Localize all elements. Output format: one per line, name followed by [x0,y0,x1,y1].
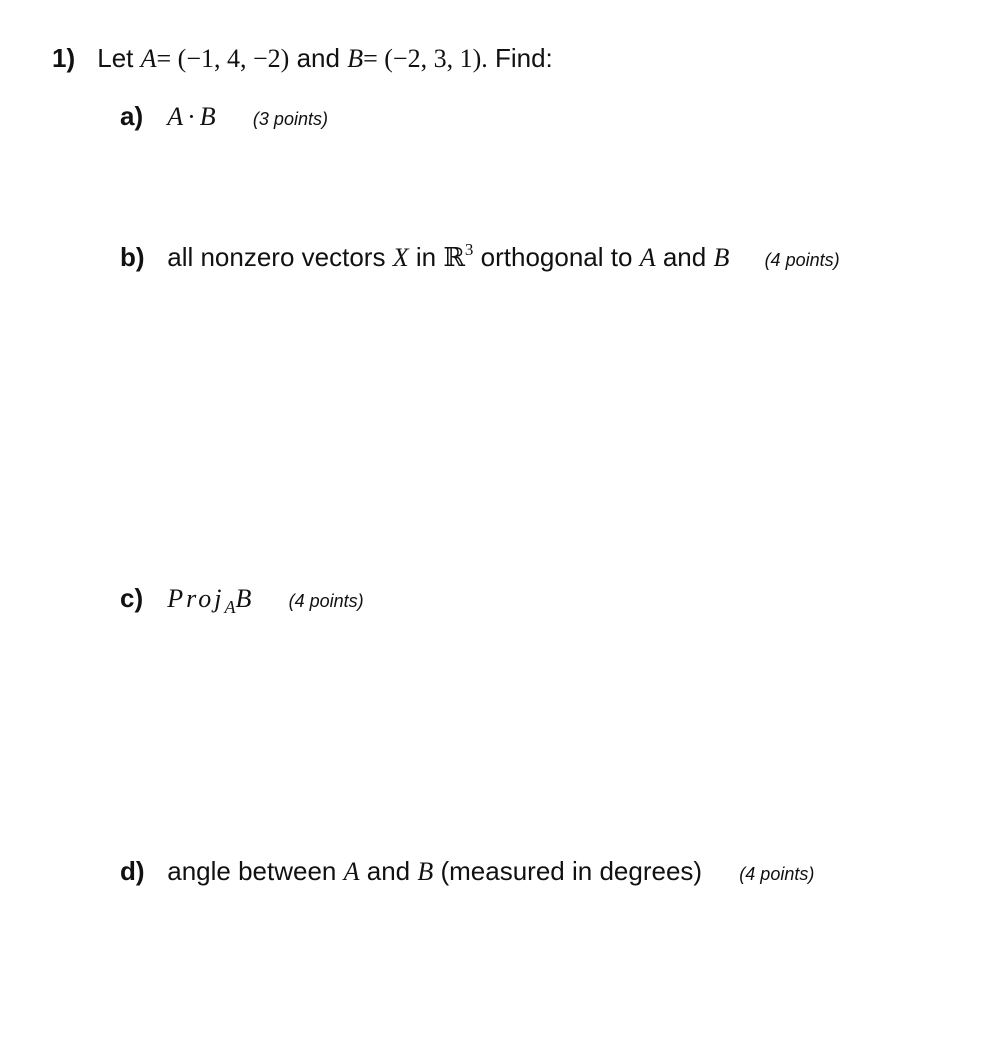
part-b-points: (4 points) [764,250,840,270]
part-d [120,856,814,889]
vector-a-name: A [140,44,157,73]
part-b [120,242,840,275]
part-c-proj: Proj [167,584,225,613]
part-b-var-b: B [713,243,730,272]
part-b-text-1: all nonzero vectors [167,242,386,272]
part-b-var-x: X [392,243,409,272]
part-a-dot-operator: · [187,102,196,131]
part-c-proj-subscript: A [224,597,236,617]
vector-a-value: = (−1, 4, −2) [156,44,290,73]
part-b-text-2: orthogonal to [480,242,633,272]
part-c [120,583,364,616]
problem-header [52,43,553,74]
part-d-points: (4 points) [739,864,815,884]
vector-b-name: B [347,44,364,73]
part-d-text-and: and [366,856,411,886]
part-d-text-1: angle between [167,856,337,886]
part-c-points: (4 points) [288,591,364,611]
part-d-text-2: (measured in degrees) [440,856,703,886]
part-c-proj-argument: B [235,584,252,613]
intro-let: Let [97,43,134,73]
find-word: Find: [494,43,553,73]
part-b-text-in: in [415,242,437,272]
part-d-var-b: B [417,857,434,886]
part-d-var-a: A [343,857,360,886]
real-space-symbol: ℝ [443,243,465,272]
part-a [120,101,328,134]
part-a-label: a) [120,101,144,131]
part-c-label: c) [120,583,144,613]
part-a-expr-right: B [199,102,216,131]
part-b-text-and: and [662,242,707,272]
part-b-label: b) [120,242,145,272]
intro-and: and [296,43,340,73]
part-d-label: d) [120,856,145,886]
real-space-exponent: 3 [464,240,474,259]
vector-b-value: = (−2, 3, 1). [363,44,488,73]
part-b-var-a: A [639,243,656,272]
part-a-expr-left: A [167,102,184,131]
part-a-points: (3 points) [252,109,328,129]
problem-number: 1) [52,43,76,73]
